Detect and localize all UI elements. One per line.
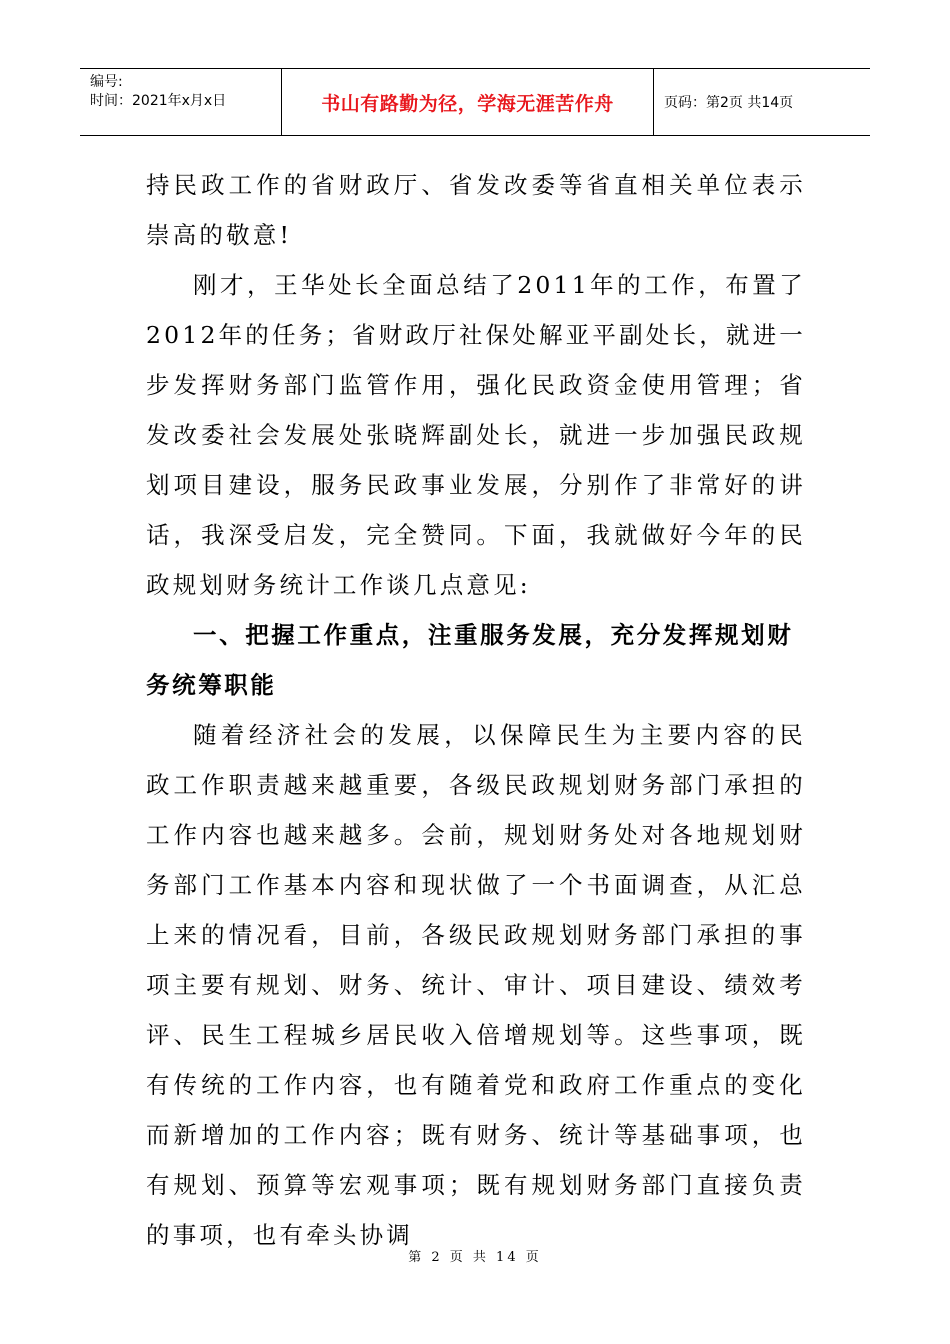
date-label: 时间：2021年x月x日 <box>90 93 227 109</box>
body-paragraph-continued: 持民政工作的省财政厅、省发改委等省直相关单位表示崇高的敬意! <box>146 171 806 249</box>
body-paragraph: 刚才，王华处长全面总结了2011年的工作，布置了2012年的任务；省财政厅社保处解亚平副处长，就进一步发挥财务部门监管作用，强化民政资金使用管理；省发改委社会发展处张晓辉副处长，就进一步加强民政规划项目建设，服务民政事业发展，分别作了非常好的讲话，我深受启发，完全赞同。下面，我就做好今年的民政规划财务统计工作谈几点意见: <box>146 271 807 599</box>
document-header <box>80 68 870 136</box>
serial-number-label: 编号: <box>90 74 123 90</box>
header-motto: 书山有路勤为径，学海无涯苦作舟 <box>282 69 654 135</box>
section-heading: 一、把握工作重点，注重服务发展，充分发挥规划财务统筹职能 <box>146 621 794 699</box>
body-paragraph: 随着经济社会的发展，以保障民生为主要内容的民政工作职责越来越重要，各级民政规划财务部门承担的工作内容也越来越多。会前，规划财务处对各地规划财务部门工作基本内容和现状做了一个书面调查，从汇总上来的情况看，目前，各级民政规划财务部门承担的事项主要有规划、财务、统计、审计、项目建设、绩效考评、民生工程城乡居民收入倍增规划等。这些事项，既有传统的工作内容，也有随着党和政府工作重点的变化而新增加的工作内容；既有财务、统计等基础事项，也有规划、预算等宏观事项；既有规划财务部门直接负责的事项，也有牵头协调 <box>146 721 806 1249</box>
document-body <box>146 160 806 1260</box>
page-footer: 第 2 页 共 14 页 <box>408 1250 542 1265</box>
header-page-info: 页码：第2页 共14页 <box>664 95 794 111</box>
header-meta-cell <box>80 69 282 135</box>
